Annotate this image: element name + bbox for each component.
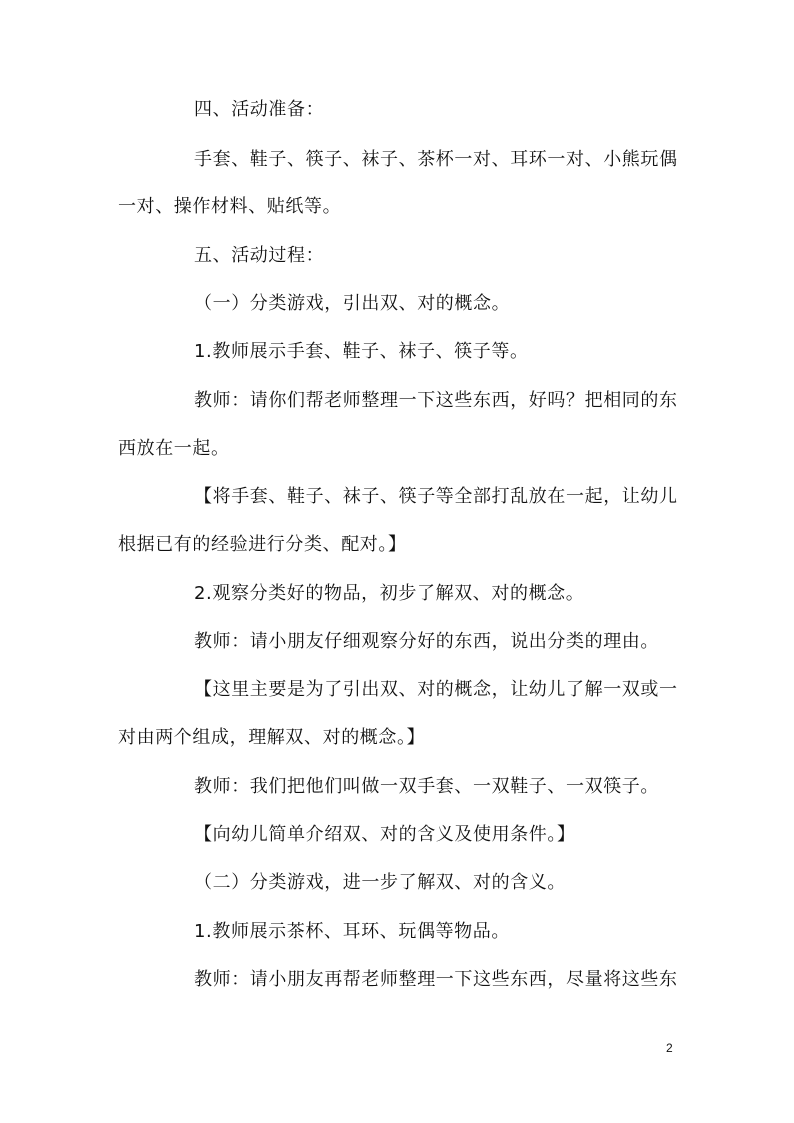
body-line: 教师：我们把他们叫做一双手套、一双鞋子、一双筷子。 (194, 776, 659, 797)
body-line: 教师：请小朋友再帮老师整理一下这些东西，尽量将这些东 (194, 969, 678, 990)
body-line: 【向幼儿简单介绍双、对的含义及使用条件。】 (194, 824, 576, 845)
body-line: 手套、鞋子、筷子、袜子、茶杯一对、耳环一对、小熊玩偶 (194, 149, 678, 170)
body-line: 1.教师展示手套、鞋子、袜子、筷子等。 (194, 341, 529, 362)
body-line: 2.观察分类好的物品，初步了解双、对的概念。 (194, 583, 585, 604)
body-line: 西放在一起。 (118, 438, 230, 459)
body-line: 1.教师展示茶杯、耳环、玩偶等物品。 (194, 921, 510, 942)
subsection-heading: （二）分类游戏，进一步了解双、对的含义。 (194, 872, 566, 893)
subsection-heading: （一）分类游戏，引出双、对的概念。 (194, 293, 511, 314)
body-line: 教师：请你们帮老师整理一下这些东西，好吗？把相同的东 (194, 390, 678, 411)
section-heading-preparation: 四、活动准备： (194, 99, 325, 120)
body-line: 一对、操作材料、贴纸等。 (118, 196, 342, 217)
section-heading-process: 五、活动过程： (194, 245, 325, 266)
page-number: 2 (666, 1041, 673, 1055)
body-line: 对由两个组成，理解双、对的概念。】 (118, 727, 426, 748)
body-line: 【将手套、鞋子、袜子、筷子等全部打乱放在一起，让幼儿 (194, 486, 678, 507)
body-line: 教师：请小朋友仔细观察分好的东西，说出分类的理由。 (194, 631, 659, 652)
body-line: 【这里主要是为了引出双、对的概念，让幼儿了解一双或一 (194, 679, 678, 700)
body-line: 根据已有的经验进行分类、配对。】 (118, 534, 407, 555)
